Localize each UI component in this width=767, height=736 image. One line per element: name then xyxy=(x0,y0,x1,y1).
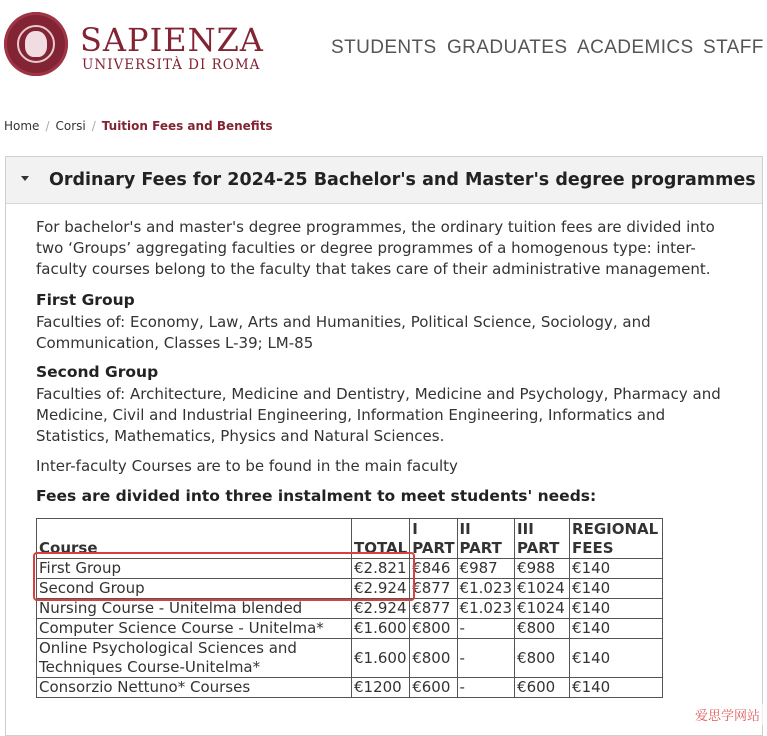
cell-regional: €140 xyxy=(570,678,663,698)
breadcrumb-home[interactable]: Home xyxy=(4,119,40,133)
cell-part-3: €1024 xyxy=(515,579,570,599)
cell-part-3: €800 xyxy=(515,619,570,639)
table-header-row xyxy=(37,519,663,559)
table-row xyxy=(37,678,663,698)
col-part-3: III PART xyxy=(515,519,570,559)
intro-paragraph: For bachelor's and master's degree programmes, the ordinary tuition fees are divided into two ‘Groups’ aggregating faculties or degree programmes of a homogenous type: inter-faculty courses belong to the faculty that takes care of their administrative management. xyxy=(36,218,715,278)
col-course: Course xyxy=(37,519,352,559)
inter-faculty-note: Inter-faculty Courses are to be found in the main faculty xyxy=(36,457,458,475)
col-total: TOTAL xyxy=(352,519,410,559)
breadcrumb-corsi[interactable]: Corsi xyxy=(55,119,86,133)
cell-regional: €140 xyxy=(570,579,663,599)
cell-part-1: €600 xyxy=(410,678,457,698)
brand-subtitle: UNIVERSITÀ DI ROMA xyxy=(82,57,261,73)
fees-heading: Fees are divided into three instalment to meet students' needs: xyxy=(36,487,597,505)
first-group-text: Faculties of: Economy, Law, Arts and Humanities, Political Science, Sociology, and Communication, Classes L-39; LM-85 xyxy=(36,313,651,352)
cell-part-2: €1.023 xyxy=(457,599,515,619)
cell-part-2: €1.023 xyxy=(457,579,515,599)
fees-table xyxy=(36,518,663,698)
cell-part-1: €877 xyxy=(410,599,457,619)
first-group-heading: First Group xyxy=(36,291,135,309)
cell-part-1: €846 xyxy=(410,559,457,579)
cell-course: Second Group xyxy=(37,579,352,599)
panel-title: Ordinary Fees for 2024-25 Bachelor's and Master's degree programmes xyxy=(49,170,756,190)
cell-regional: €140 xyxy=(570,599,663,619)
seal-figure xyxy=(25,31,47,57)
cell-part-3: €988 xyxy=(515,559,570,579)
table-row xyxy=(37,559,663,579)
accordion-header[interactable] xyxy=(6,157,762,204)
cell-regional: €140 xyxy=(570,619,663,639)
site-header xyxy=(0,0,767,100)
cell-part-2: - xyxy=(457,639,515,678)
cell-part-2: - xyxy=(457,619,515,639)
cell-total: €2.924 xyxy=(352,579,410,599)
table-row xyxy=(37,619,663,639)
col-part-1: I PART xyxy=(410,519,457,559)
cell-total: €2.924 xyxy=(352,599,410,619)
cell-course: First Group xyxy=(37,559,352,579)
table-row xyxy=(37,639,663,678)
caret-down-icon[interactable] xyxy=(21,176,29,181)
cell-total: €1.600 xyxy=(352,619,410,639)
col-regional-fees: REGIONAL FEES xyxy=(570,519,663,559)
cell-part-1: €877 xyxy=(410,579,457,599)
col-part-2: II PART xyxy=(457,519,515,559)
cell-course: Nursing Course - Unitelma blended xyxy=(37,599,352,619)
fees-accordion-panel xyxy=(5,156,763,736)
cell-regional: €140 xyxy=(570,559,663,579)
cell-course: Online Psychological Sciences and Techniques Course-Unitelma* xyxy=(37,639,352,678)
cell-total: €2.821 xyxy=(352,559,410,579)
university-seal-logo[interactable] xyxy=(4,12,68,76)
cell-part-3: €1024 xyxy=(515,599,570,619)
nav-staff[interactable]: STAFF xyxy=(703,37,764,58)
second-group-heading: Second Group xyxy=(36,363,159,381)
cell-course: Consorzio Nettuno* Courses xyxy=(37,678,352,698)
cell-part-2: - xyxy=(457,678,515,698)
breadcrumb-separator: / xyxy=(45,119,50,133)
nav-academics[interactable]: ACADEMICS xyxy=(577,37,694,58)
breadcrumb-separator: / xyxy=(91,119,96,133)
second-group-text: Faculties of: Architecture, Medicine and Dentistry, Medicine and Psychology, Pharmacy and Medicine, Civil and Industrial Engineering, Information Engineering, Informatics and Statistics, Mathematics, Physics and Natural Sciences. xyxy=(36,385,721,445)
cell-regional: €140 xyxy=(570,639,663,678)
nav-graduates[interactable]: GRADUATES xyxy=(447,37,568,58)
site-watermark: 爱思学网站 xyxy=(692,704,763,725)
cell-total: €1.600 xyxy=(352,639,410,678)
breadcrumb-current: Tuition Fees and Benefits xyxy=(101,119,273,133)
cell-part-1: €800 xyxy=(410,639,457,678)
cell-part-3: €800 xyxy=(515,639,570,678)
table-row xyxy=(37,579,663,599)
cell-part-2: €987 xyxy=(457,559,515,579)
nav-students[interactable]: STUDENTS xyxy=(331,37,437,58)
cell-total: €1200 xyxy=(352,678,410,698)
cell-part-3: €600 xyxy=(515,678,570,698)
cell-part-1: €800 xyxy=(410,619,457,639)
table-row xyxy=(37,599,663,619)
breadcrumb xyxy=(4,119,273,133)
brand-name[interactable]: SAPIENZA xyxy=(80,21,264,59)
cell-course: Computer Science Course - Unitelma* xyxy=(37,619,352,639)
